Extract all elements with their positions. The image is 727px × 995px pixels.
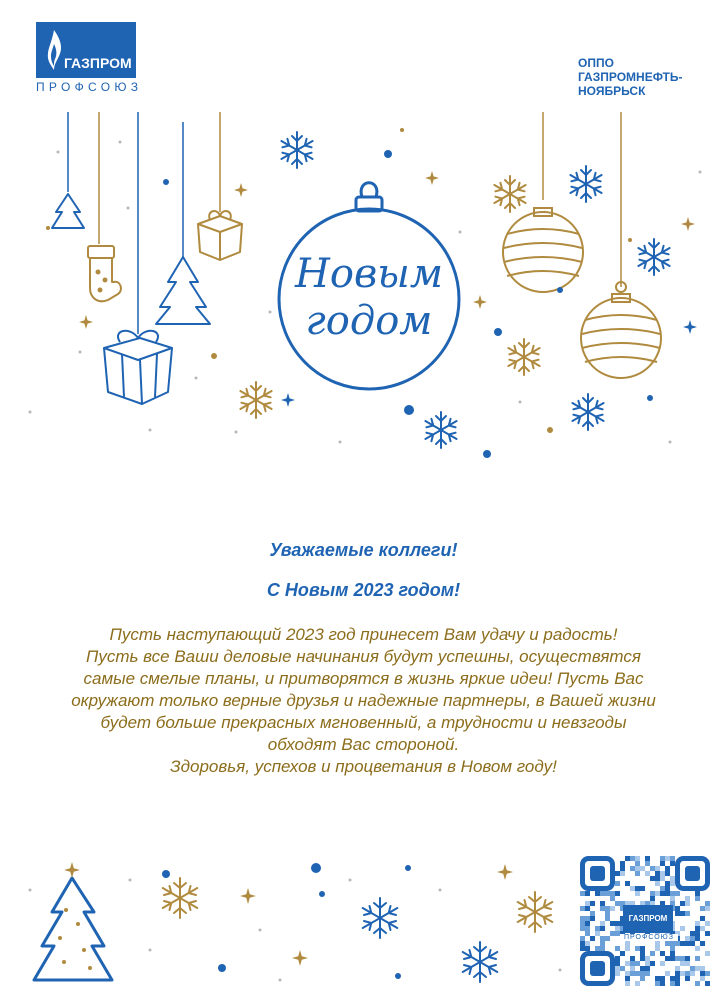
organization-line: НОЯБРЬСК bbox=[578, 84, 646, 98]
message-line: Пусть все Ваши деловые начинания будут успешны, осуществятся bbox=[86, 647, 641, 666]
organization-line: ГАЗПРОМНЕФТЬ- bbox=[578, 70, 683, 84]
logo-subtitle: ПРОФСОЮЗ bbox=[36, 80, 143, 94]
message-line: будет больше прекрасных мгновенный, а трудности и невзгоды bbox=[100, 713, 627, 732]
gazprom-profsoyuz-logo bbox=[36, 22, 143, 94]
qr-logo-brand: ГАЗПРОМ bbox=[623, 905, 673, 933]
message-line: обходят Вас стороной. bbox=[267, 735, 460, 754]
logo-brand-text: ГАЗПРОМ bbox=[64, 55, 132, 71]
bauble-lettering-line1: Новым bbox=[295, 251, 443, 297]
bauble-lettering-line2: годом bbox=[305, 298, 433, 344]
qr-logo-subtitle: ПРОФСОЮЗ bbox=[620, 934, 678, 941]
logo-badge bbox=[36, 22, 136, 78]
message-line: Здоровья, успехов и процветания в Новом году! bbox=[170, 757, 557, 776]
message-line: окружают только верные друзья и надежные партнеры, в Вашей жизни bbox=[71, 691, 656, 710]
organization-name bbox=[578, 56, 682, 98]
message-line: самые смелые планы, и притворятся в жизнь яркие идеи! Пусть Вас bbox=[83, 669, 644, 688]
organization-line: ОППО bbox=[578, 56, 614, 70]
headline: С Новым 2023 годом! bbox=[266, 580, 461, 600]
salutation: Уважаемые коллеги! bbox=[269, 540, 458, 560]
greeting-message bbox=[30, 624, 697, 778]
new-year-ornaments-illustration bbox=[0, 112, 727, 472]
message-line: Пусть наступающий 2023 год принесет Вам удачу и радость! bbox=[109, 625, 618, 644]
